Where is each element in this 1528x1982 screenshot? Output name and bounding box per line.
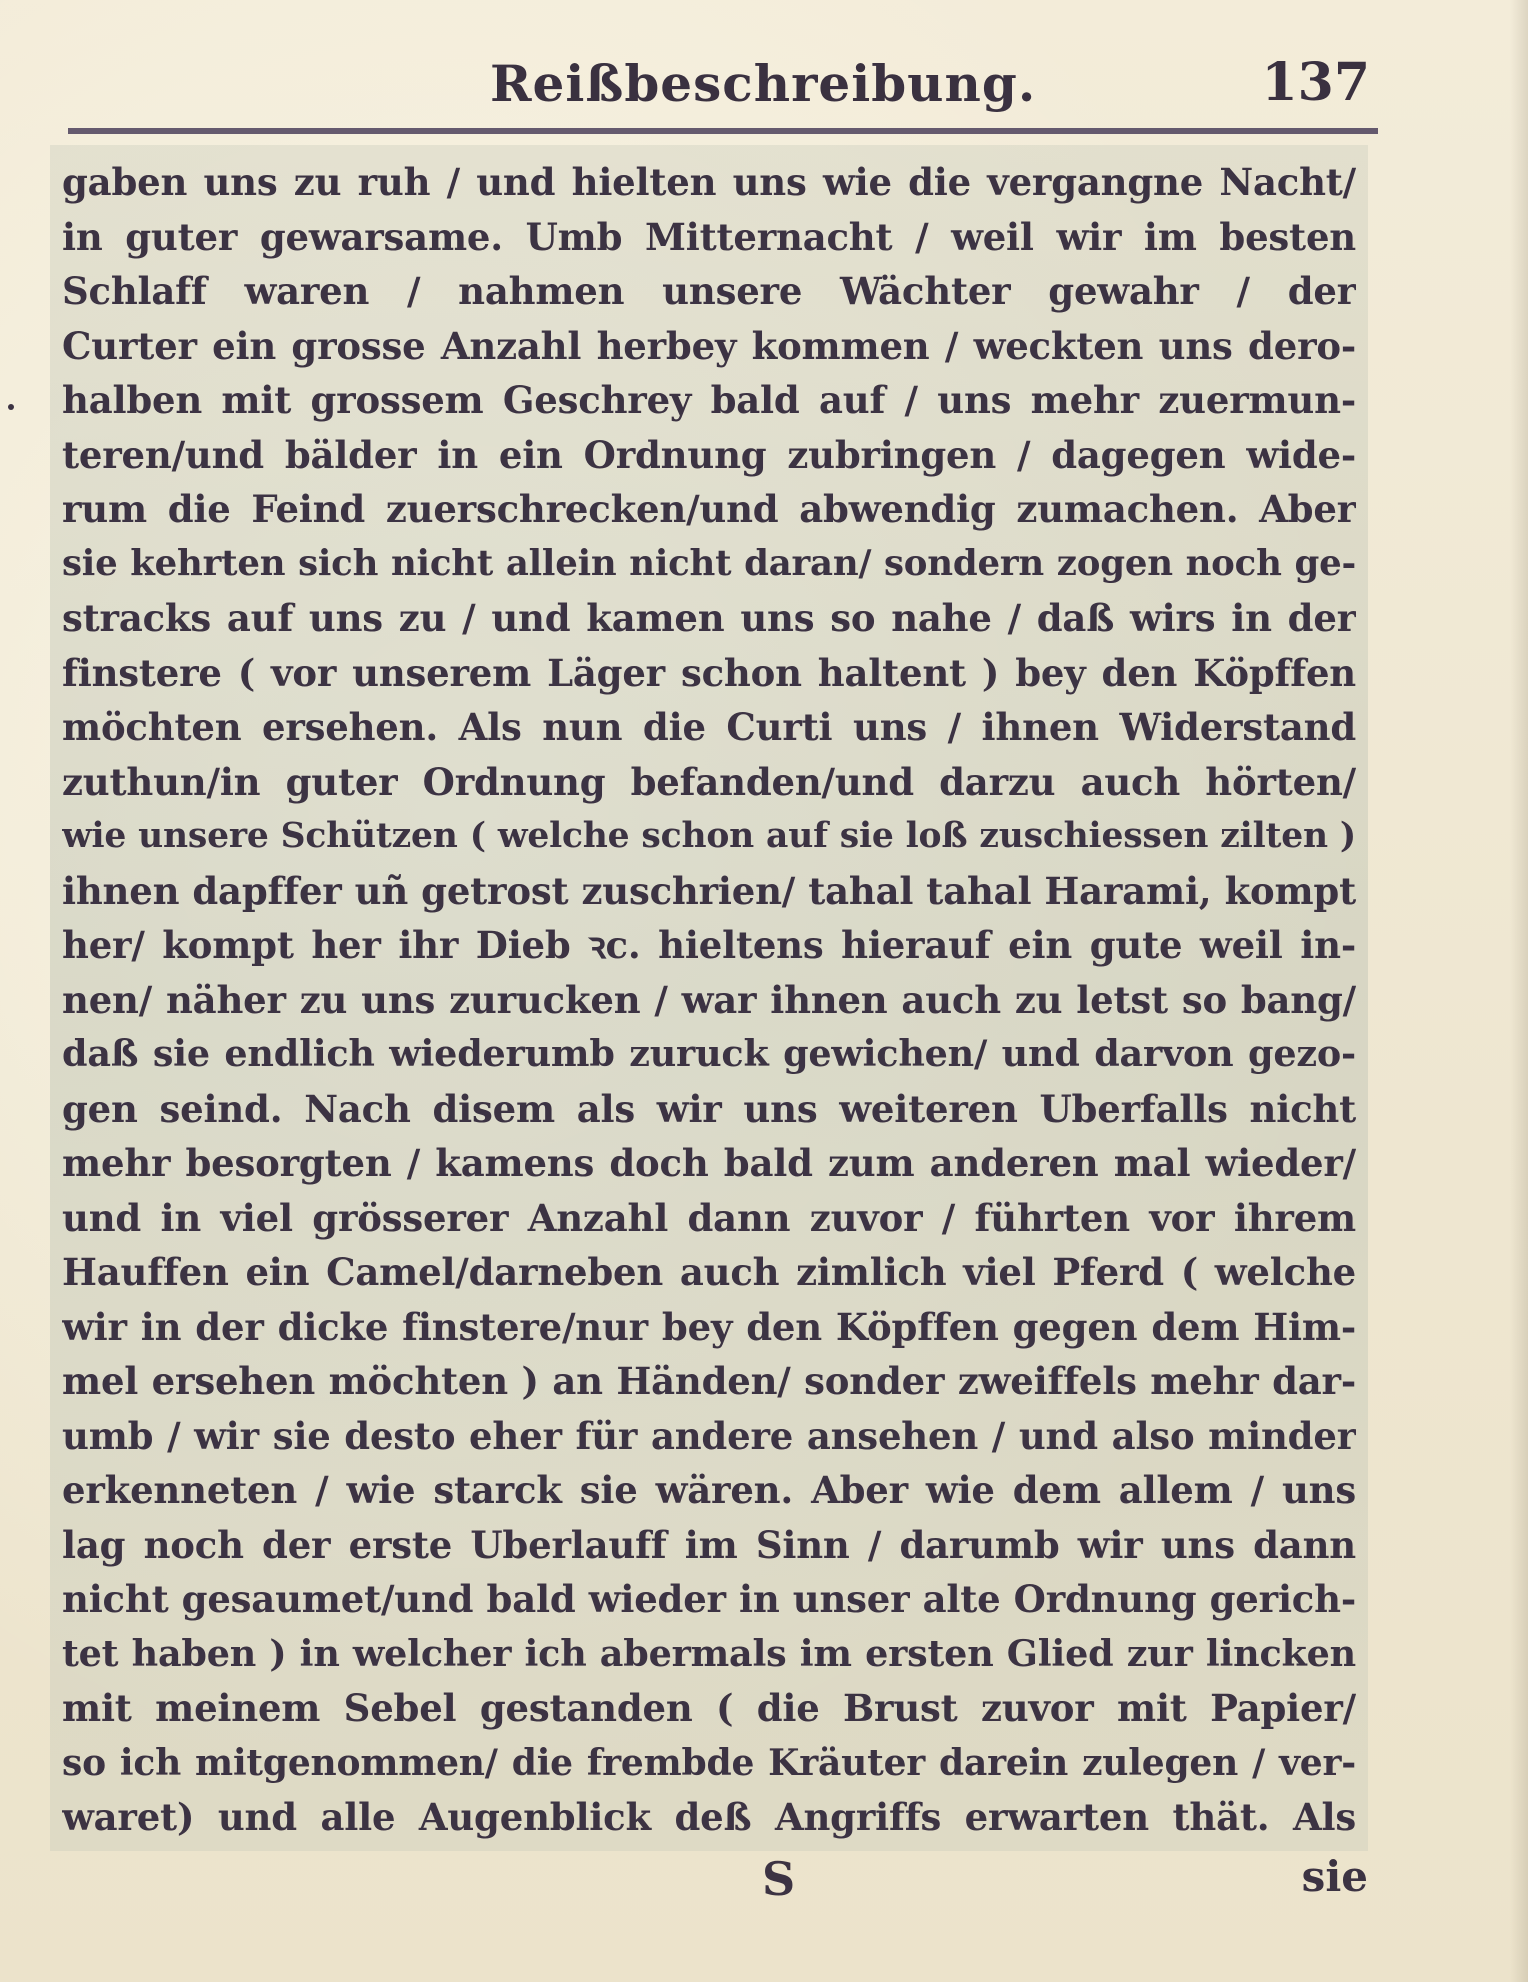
body-text [50,145,1368,1851]
text-line: nen/ näher zu uns zurucken / war ihnen auch zu letst so bang/ [62,977,1356,1022]
text-line: Hauffen ein Camel/darneben auch zimlich viel Pferd ( welche [62,1250,1356,1294]
text-line: tet haben ) in welcher ich abermals im ersten Glied zur lincken [62,1631,1356,1675]
header-rule [68,128,1378,134]
text-line: mehr besorgten / kamens doch bald zum anderen mal wieder/ [62,1141,1356,1185]
text-line: Schlaff waren / nahmen unsere Wächter gewahr / der [62,269,1356,313]
margin-mark [8,404,14,410]
text-line: ihnen dapffer uñ getrost zuschrien/ tahal tahal Harami, kompt [62,868,1356,913]
text-line: nicht gesaumet/und bald wieder in unser alte Ordnung gerich- [62,1577,1356,1621]
text-line: gaben uns zu ruh / und hielten uns wie die vergangne Nacht/ [62,160,1356,204]
text-line: halben mit grossem Geschrey bald auf / uns mehr zuermun- [62,378,1356,422]
catchword: sie [1301,1852,1368,1901]
text-line: teren/und bälder in ein Ordnung zubringen / dagegen wide- [62,432,1356,477]
text-line: stracks auf uns zu / und kamen uns so nahe / daß wirs in der [62,596,1356,640]
text-line: in guter gewarsame. Umb Mitternacht / weil wir im besten [62,214,1356,259]
text-line: mit meinem Sebel gestanden ( die Brust zuvor mit Papier/ [62,1686,1356,1730]
page-edge-shadow [1510,0,1528,1982]
text-line: so ich mitgenommen/ die frembde Kräuter darein zulegen / ver- [62,1741,1356,1784]
text-line: daß sie endlich wiederumb zuruck gewichen/ und darvon gezo- [62,1032,1356,1075]
running-title: Reißbeschreibung. [490,54,1037,113]
text-line: wir in der dicke finstere/nur bey den Köpffen gegen dem Him- [62,1304,1356,1349]
text-line: finstere ( vor unserem Läger schon haltent ) bey den Köpffen [62,650,1356,695]
text-line: lag noch der erste Uberlauff im Sinn / darumb wir uns dann [62,1522,1356,1567]
text-line: wie unsere Schützen ( welche schon auf sie loß zuschiessen zilten ) [62,816,1356,856]
text-line: möchten ersehen. Als nun die Curti uns / ihnen Widerstand [62,705,1356,749]
text-line: mel ersehen möchten ) an Händen/ sonder zweiffels mehr dar- [62,1359,1356,1403]
text-line: sie kehrten sich nicht allein nicht daran/ sondern zogen noch ge- [62,542,1356,584]
text-line: und in viel grösserer Anzahl dann zuvor / führten vor ihrem [62,1195,1356,1240]
text-line: Curter ein grosse Anzahl herbey kommen / weckten uns dero- [62,323,1356,368]
text-line: zuthun/in guter Ordnung befanden/und darzu auch hörten/ [62,759,1356,804]
text-line: erkenneten / wie starck sie wären. Aber wie dem allem / uns [62,1468,1356,1512]
text-line: gen seind. Nach disem als wir uns weiteren Uberfalls nicht [62,1086,1356,1131]
text-line: umb / wir sie desto eher für andere ansehen / und also minder [62,1413,1356,1458]
text-line: her/ kompt her ihr Dieb ꝛc. hieltens hierauf ein gute weil in- [62,923,1356,967]
page-number: 137 [1261,52,1370,113]
text-line: rum die Feind zuerschrecken/und abwendig zumachen. Aber [62,487,1356,531]
signature-mark: S [762,1852,796,1906]
page-header [60,48,1380,128]
text-line: waret) und alle Augenblick deß Angriffs erwarten thät. Als [62,1795,1356,1839]
